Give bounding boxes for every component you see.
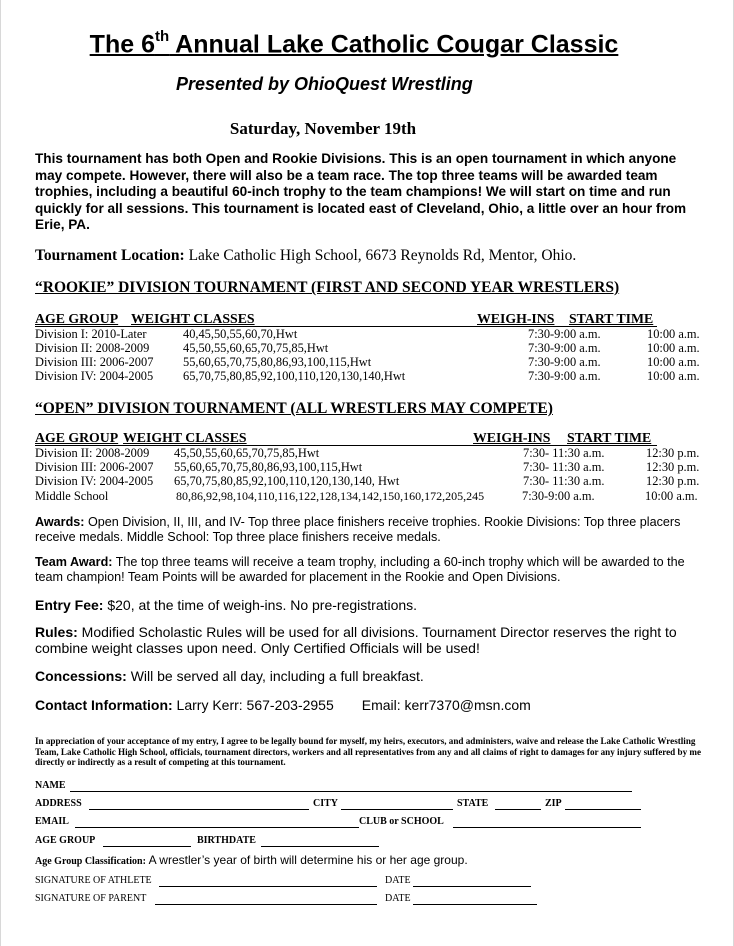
contact-email: Email: kerr7370@msn.com	[361, 697, 531, 713]
header-age-group: AGE GROUP	[35, 430, 119, 445]
address-field[interactable]	[89, 809, 309, 810]
header-weigh-ins: WEIGH-INS	[473, 430, 551, 445]
club-label: CLUB or SCHOOL	[359, 816, 444, 827]
table-row	[35, 446, 715, 460]
row-division: Division III: 2006-2007	[35, 355, 154, 369]
address-label: ADDRESS	[35, 798, 82, 809]
entry-fee-label: Entry Fee:	[35, 597, 104, 613]
row-start: 10:00 a.m.	[647, 369, 700, 383]
row-start: 12:30 p.m.	[646, 474, 700, 488]
form-row-sig-athlete	[35, 875, 555, 889]
row-start: 10:00 a.m.	[647, 327, 700, 341]
row-division: Division I: 2010-Later	[35, 327, 147, 341]
sig-athlete-field[interactable]	[159, 886, 377, 887]
waiver-text: In appreciation of your acceptance of my entry, I agree to be legally bound for myself, my heirs, executors, and administers, waive and release the Lake Catholic Wrestling Team, Lake Catholic High School, officials, tournament directors, workers and all representatives from any and all claims of right to damages for any injury suffered by me directly or indirectly as a result of competing at this tournament.	[35, 736, 702, 768]
row-division: Division IV: 2004-2005	[35, 369, 154, 383]
page-subtitle: Presented by OhioQuest Wrestling	[176, 74, 473, 94]
awards-paragraph	[35, 515, 711, 544]
row-weights: 40,45,50,55,60,70,Hwt	[183, 327, 298, 341]
form-row-sig-parent	[35, 893, 555, 907]
location-value: Lake Catholic High School, 6673 Reynolds Rd, Mentor, Ohio.	[188, 247, 577, 264]
row-weights: 45,50,55,60,65,70,75,85,Hwt	[183, 341, 329, 355]
row-start: 12:30 p.m.	[646, 460, 700, 474]
form-row-name	[35, 780, 635, 794]
team-award-paragraph	[35, 555, 711, 584]
table-row	[35, 489, 715, 503]
row-start: 12:30 p.m.	[646, 446, 700, 460]
title-superscript: th	[154, 28, 170, 45]
awards-text: Open Division, II, III, and IV- Top three place finishers receive trophies. Rookie Divisions: Top three placers receive medals. Middle School: Top three place finishers receive medals.	[35, 515, 681, 544]
sig-athlete-date-label: DATE	[385, 875, 411, 886]
row-weights: 65,70,75,80,85,92,100,110,120,130,140, Hwt	[174, 474, 400, 488]
sig-parent-date-label: DATE	[385, 893, 411, 904]
row-weights: 45,50,55,60,65,70,75,85,Hwt	[174, 446, 320, 460]
email-label: EMAIL	[35, 816, 69, 827]
row-weights: 65,70,75,80,85,92,100,110,120,130,140,Hwt	[183, 369, 406, 383]
table-row	[35, 327, 715, 341]
birthdate-label: BIRTHDATE	[197, 835, 256, 846]
row-weighin: 7:30- 11:30 a.m.	[523, 446, 605, 460]
team-award-text: The top three teams will receive a team trophy, including a 60-inch trophy which will be awarded to the team champion! Team Points will be awarded for placement in the Rookie and Open Divisions.	[35, 555, 685, 584]
sig-parent-field[interactable]	[155, 904, 377, 905]
form-row-email	[35, 816, 645, 830]
entry-fee-paragraph	[35, 597, 711, 613]
header-weight-classes: WEIGHT CLASSES	[131, 311, 255, 326]
page-title: The 6th Annual Lake Catholic Cougar Classic	[89, 28, 619, 59]
row-weighin: 7:30-9:00 a.m.	[528, 355, 601, 369]
zip-label: ZIP	[545, 798, 562, 809]
age-class-text: A wrestler’s year of birth will determine his or her age group.	[145, 853, 468, 867]
city-field[interactable]	[341, 809, 453, 810]
concessions-text: Will be served all day, including a full breakfast.	[126, 668, 424, 684]
age-group-label: AGE GROUP	[35, 835, 96, 846]
city-label: CITY	[313, 798, 339, 809]
open-table-header	[35, 430, 657, 446]
row-division: Division IV: 2004-2005	[35, 474, 154, 488]
email-field[interactable]	[75, 827, 359, 828]
form-row-address	[35, 798, 645, 812]
rules-text: Modified Scholastic Rules will be used for all divisions. Tournament Director reserves the right to combine weight classes upon need. Only Certified Officials will be used!	[35, 624, 677, 656]
contact-text: Larry Kerr: 567-203-2955	[172, 697, 334, 713]
row-weights: 55,60,65,70,75,80,86,93,100,115,Hwt	[174, 460, 363, 474]
header-start-time: START TIME	[567, 430, 652, 445]
header-start-time: START TIME	[569, 311, 654, 326]
contact-label: Contact Information:	[35, 697, 173, 713]
row-start: 10:00 a.m.	[647, 341, 700, 355]
header-weight-classes: WEIGHT CLASSES	[123, 430, 247, 445]
concessions-label: Concessions:	[35, 668, 127, 684]
rookie-table-header	[35, 311, 657, 327]
sig-athlete-date-field[interactable]	[413, 886, 531, 887]
rookie-section-title: “ROOKIE” DIVISION TOURNAMENT (FIRST AND SECOND YEAR WRESTLERS)	[35, 279, 620, 296]
row-weighin: 7:30-9:00 a.m.	[528, 341, 601, 355]
row-weighin: 7:30- 11:30 a.m.	[523, 474, 605, 488]
row-division: Middle School	[35, 489, 109, 503]
open-section-title: “OPEN” DIVISION TOURNAMENT (ALL WRESTLERS MAY COMPETE)	[35, 400, 553, 417]
row-start: 10:00 a.m.	[647, 355, 700, 369]
contact-paragraph	[35, 697, 711, 713]
age-group-classification	[35, 853, 468, 867]
name-field[interactable]	[70, 791, 632, 792]
rules-paragraph	[35, 624, 711, 656]
entry-fee-text: $20, at the time of weigh-ins. No pre-registrations.	[103, 597, 418, 613]
row-start: 10:00 a.m.	[645, 489, 698, 503]
event-date: Saturday, November 19th	[229, 119, 417, 138]
birthdate-field[interactable]	[261, 846, 379, 847]
row-weighin: 7:30- 11:30 a.m.	[523, 460, 605, 474]
row-division: Division II: 2008-2009	[35, 341, 150, 355]
table-row	[35, 474, 715, 488]
sig-parent-label: SIGNATURE OF PARENT	[35, 893, 147, 904]
row-weighin: 7:30-9:00 a.m.	[528, 369, 601, 383]
state-label: STATE	[457, 798, 489, 809]
team-award-label: Team Award:	[35, 555, 113, 569]
row-weights: 80,86,92,98,104,110,116,122,128,134,142,150,160,172,205,245	[176, 489, 485, 503]
table-row	[35, 355, 715, 369]
age-group-field[interactable]	[103, 846, 191, 847]
row-weighin: 7:30-9:00 a.m.	[528, 327, 601, 341]
name-label: NAME	[35, 780, 66, 791]
table-row	[35, 369, 715, 383]
table-row	[35, 460, 715, 474]
intro-paragraph: This tournament has both Open and Rookie Divisions. This is an open tournament in which anyone may compete. However, there will also be a team race. The top three teams will be awarded team trophies, including a beautiful 60-inch trophy to the team champions! We will start on time and run quickly for all sessions. This tournament is located east of Cleveland, Ohio, a little over an hour from Erie, PA.	[35, 151, 687, 233]
row-division: Division III: 2006-2007	[35, 460, 154, 474]
header-weigh-ins: WEIGH-INS	[477, 311, 555, 326]
age-class-label: Age Group Classification:	[35, 856, 146, 867]
row-division: Division II: 2008-2009	[35, 446, 150, 460]
location-label: Tournament Location:	[35, 247, 185, 264]
club-field[interactable]	[453, 827, 641, 828]
sig-athlete-label: SIGNATURE OF ATHLETE	[35, 875, 152, 886]
header-age-group: AGE GROUP	[35, 311, 119, 326]
row-weighin: 7:30-9:00 a.m.	[522, 489, 595, 503]
rules-label: Rules:	[35, 624, 78, 640]
zip-field[interactable]	[565, 809, 641, 810]
awards-label: Awards:	[35, 515, 85, 529]
tournament-location	[35, 247, 576, 265]
state-field[interactable]	[495, 809, 541, 810]
table-row	[35, 341, 715, 355]
sig-parent-date-field[interactable]	[413, 904, 537, 905]
form-row-age	[35, 835, 435, 849]
concessions-paragraph	[35, 668, 711, 684]
row-weights: 55,60,65,70,75,80,86,93,100,115,Hwt	[183, 355, 372, 369]
